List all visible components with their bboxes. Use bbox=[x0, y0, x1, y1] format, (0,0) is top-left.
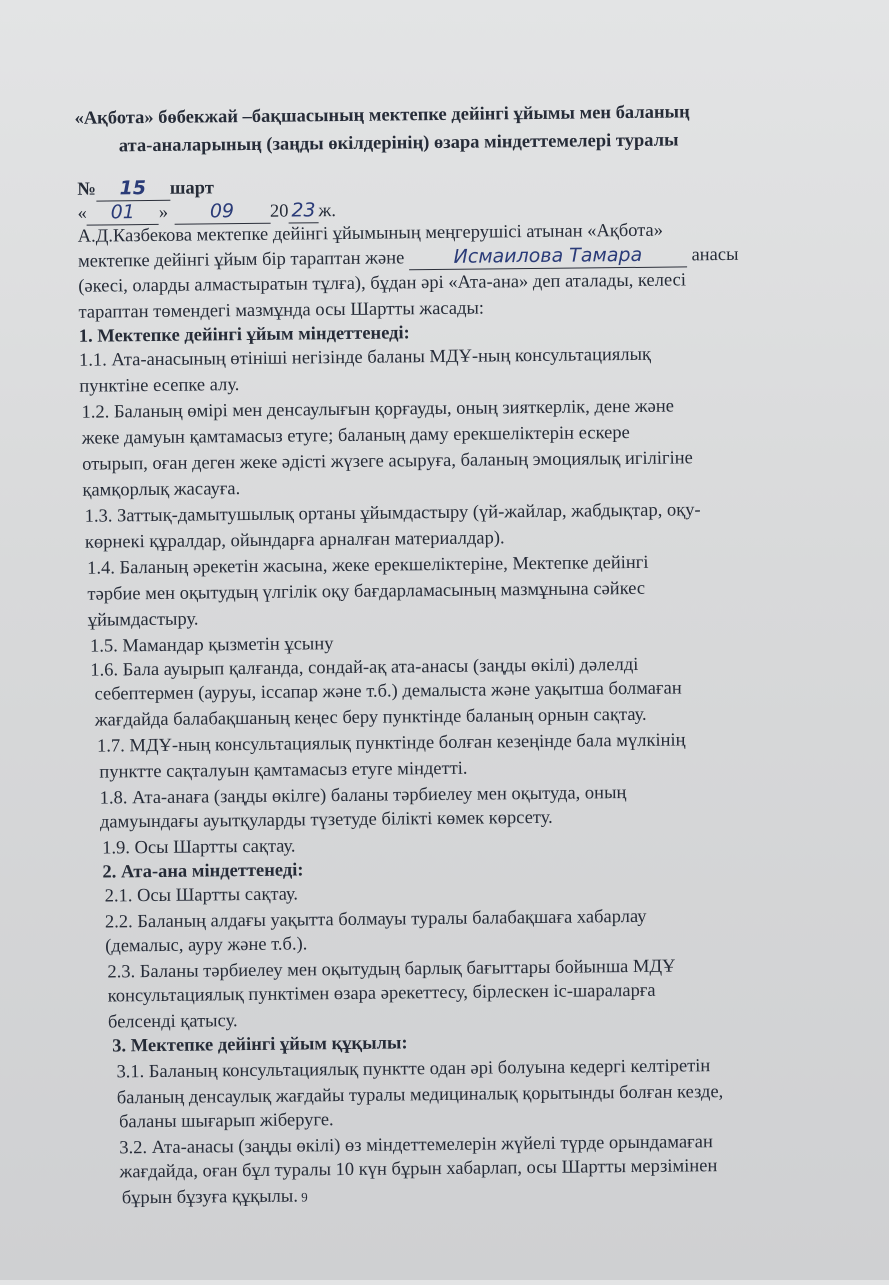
line-text: баланың денсаулық жағдайы туралы медициналық қорытынды болған кезде, bbox=[116, 1082, 724, 1109]
line-text: 1.3. Заттық-дамытушылық ортаны ұйымдастыру (үй-жайлар, жабдықтар, оқу- bbox=[84, 500, 701, 527]
line-text: 1.9. Осы Шартты сақтау. bbox=[102, 836, 296, 859]
line-text: 1.1. Ата-анасының өтініші негізінде баланы МДҰ-ның консультациялық bbox=[78, 344, 652, 371]
body-line bbox=[82, 447, 693, 475]
body-line bbox=[99, 758, 467, 784]
line-text: жағдайда балабақшаның кеңес беру пунктінде баланың орнын сақтау. bbox=[94, 704, 647, 731]
body-line bbox=[100, 807, 553, 834]
body-line bbox=[87, 552, 648, 580]
date-month: 09 bbox=[209, 200, 235, 223]
section-heading bbox=[79, 322, 410, 347]
line-text: 1.8. Ата-анаға (заңды өкілге) баланы тәрбиелеу мен оқытуда, оның bbox=[99, 783, 627, 809]
body-line bbox=[108, 1010, 238, 1033]
body-line bbox=[105, 906, 647, 934]
date-year: 23 bbox=[291, 199, 316, 222]
body-line bbox=[116, 1055, 710, 1083]
body-line bbox=[100, 782, 627, 810]
year-prefix: 20 bbox=[269, 201, 289, 222]
line-text: 2. Ата-ана міндеттенеді: bbox=[102, 860, 304, 883]
line-text: 3.1. Баланың консультациялық пунктте одан әрі болуына кедергі келтіретін bbox=[116, 1056, 711, 1083]
date-open-quote: « bbox=[77, 203, 87, 224]
line-text: 3. Мектепке дейінгі ұйым құқылы: bbox=[112, 1033, 408, 1057]
date-month-field bbox=[174, 200, 270, 225]
line-text: 1.4. Баланың әрекетін жасына, жеке ерекшеліктеріне, Мектепке дейінгі bbox=[87, 552, 649, 579]
line-text: белсенді қатысу. bbox=[107, 1011, 238, 1033]
line-text: 1.2. Баланың өмірі мен денсаулығын қорғауды, оның зияткерлік, дене және bbox=[81, 396, 675, 423]
body-line bbox=[82, 422, 630, 450]
line-text: себептермен (ауруы, іссапар және т.б.) демалыста және уақытша болмаған bbox=[94, 678, 682, 705]
document-title-line-1: «Ақбота» бөбекжай –бақшасының мектепке дейінгі ұйымы мен баланың bbox=[74, 102, 690, 129]
intro-line-4: тараптан төмендегі мазмұнда осы Шартты жасады: bbox=[78, 298, 485, 323]
line-text: 3.2. Ата-анасы (заңды өкілі) өз міндеттемелерін жүйелі түрде орындамаған bbox=[119, 1132, 713, 1159]
line-text: пунктіне есепке алу. bbox=[79, 375, 240, 397]
date-year-field bbox=[288, 199, 318, 223]
section-heading bbox=[112, 1032, 408, 1057]
body-line bbox=[79, 374, 239, 398]
line-text: жеке дамуын қамтамасыз етуге; баланың даму ерекшеліктерін ескере bbox=[81, 423, 630, 449]
body-line bbox=[105, 933, 307, 957]
body-line bbox=[117, 1081, 724, 1109]
line-text: отырып, оған деген жеке әдісті жүзеге асыруға, баланың эмоциялық игілігіне bbox=[82, 448, 693, 475]
line-text: 2.3. Баланы тәрбиелеу мен оқытудың барлық бағыттары бойынша МДҰ bbox=[107, 956, 676, 983]
body-line bbox=[81, 396, 674, 424]
page-number: 9 bbox=[297, 1189, 308, 1205]
line-text: ұйымдастыру. bbox=[87, 609, 199, 631]
body-line bbox=[90, 633, 334, 658]
intro-line-2-after: анасы bbox=[691, 244, 739, 266]
line-text: консультациялық пунктімен өзара әрекеттесу, бірлескен іс-шараларға bbox=[107, 980, 656, 1007]
body-line bbox=[90, 654, 638, 682]
line-text: дамуындағы ауытқуларды түзетуде білікті көмек көрсету. bbox=[99, 807, 553, 833]
line-text: 2.1. Осы Шартты сақтау. bbox=[104, 884, 299, 907]
line-text: 1. Мектепке дейінгі ұйым міндеттенеді: bbox=[78, 323, 410, 347]
body-line bbox=[122, 1185, 308, 1210]
body-line bbox=[108, 980, 656, 1008]
line-text: көрнекі құралдар, ойындарға арналған материалдар). bbox=[84, 528, 505, 553]
body-line bbox=[119, 1155, 717, 1183]
section-heading bbox=[102, 859, 303, 883]
body-line bbox=[97, 729, 686, 757]
line-text: тәрбие мен оқытудың үлгілік оқу бағдарламасының мазмұнына сәйкес bbox=[87, 578, 646, 605]
contract-date-line bbox=[77, 199, 336, 226]
body-line bbox=[82, 478, 240, 502]
document-title-line-2: ата-аналарының (заңды өкілдерінің) өзара міндеттемелері туралы bbox=[118, 130, 679, 157]
body-line bbox=[87, 578, 645, 606]
line-text: 1.5. Мамандар қызметін ұсыну bbox=[89, 634, 334, 657]
body-line bbox=[119, 1109, 334, 1133]
body-line bbox=[105, 884, 299, 908]
body-line bbox=[95, 704, 647, 732]
number-suffix: шарт bbox=[169, 178, 214, 199]
intro-line-1: А.Д.Казбекова мектепке дейінгі ұйымының меңгерушісі атынан «Ақбота» bbox=[77, 220, 664, 247]
number-prefix: № bbox=[77, 179, 96, 200]
contract-number-field bbox=[96, 177, 170, 202]
body-line bbox=[85, 527, 505, 553]
date-day-field bbox=[87, 201, 159, 226]
year-suffix: ж. bbox=[318, 201, 337, 222]
line-text: 1.6. Бала ауырып қалғанда, сондай-ақ ата-анасы (заңды өкілі) дәлелді bbox=[90, 654, 639, 681]
line-text: бұрын бұзуға құқылы. bbox=[121, 1186, 299, 1209]
line-text: жағдайда, оған бұл туралы 10 күн бұрын хабарлап, осы Шартты мерзімінен bbox=[119, 1156, 718, 1183]
intro-line-3: (әкесі, оларды алмастыратын тұлға), бұдан әрі «Ата-ана» деп аталады, келесі bbox=[78, 270, 687, 297]
line-text: 2.2. Баланың алдағы уақытта болмауы туралы балабақшаға хабарлау bbox=[104, 906, 647, 933]
line-text: (демалыс, ауру және т.б.). bbox=[105, 934, 308, 957]
body-line bbox=[88, 609, 199, 632]
date-day: 01 bbox=[110, 201, 135, 224]
line-text: қамқорлық жасауға. bbox=[82, 479, 241, 501]
body-line bbox=[94, 677, 681, 705]
intro-line-2-before: мектепке дейінгі ұйым бір тараптан және bbox=[77, 248, 405, 272]
contract-number: 15 bbox=[119, 177, 147, 200]
line-text: баланы шығарып жіберуге. bbox=[118, 1110, 334, 1133]
parent-name-field bbox=[409, 243, 687, 270]
body-line bbox=[79, 344, 651, 372]
contract-number-line bbox=[77, 176, 214, 201]
line-text: пунктте сақталуын қамтамасыз етуге міндетті. bbox=[99, 758, 468, 783]
line-text: 1.7. МДҰ-ның консультациялық пунктінде болған кезеңінде бала мүлкінің bbox=[96, 730, 686, 757]
parent-name: Исмаилова Тамара bbox=[453, 243, 643, 268]
body-line bbox=[107, 956, 675, 984]
date-close-quote: » bbox=[158, 202, 169, 223]
body-line bbox=[102, 836, 296, 860]
body-line bbox=[85, 499, 701, 527]
